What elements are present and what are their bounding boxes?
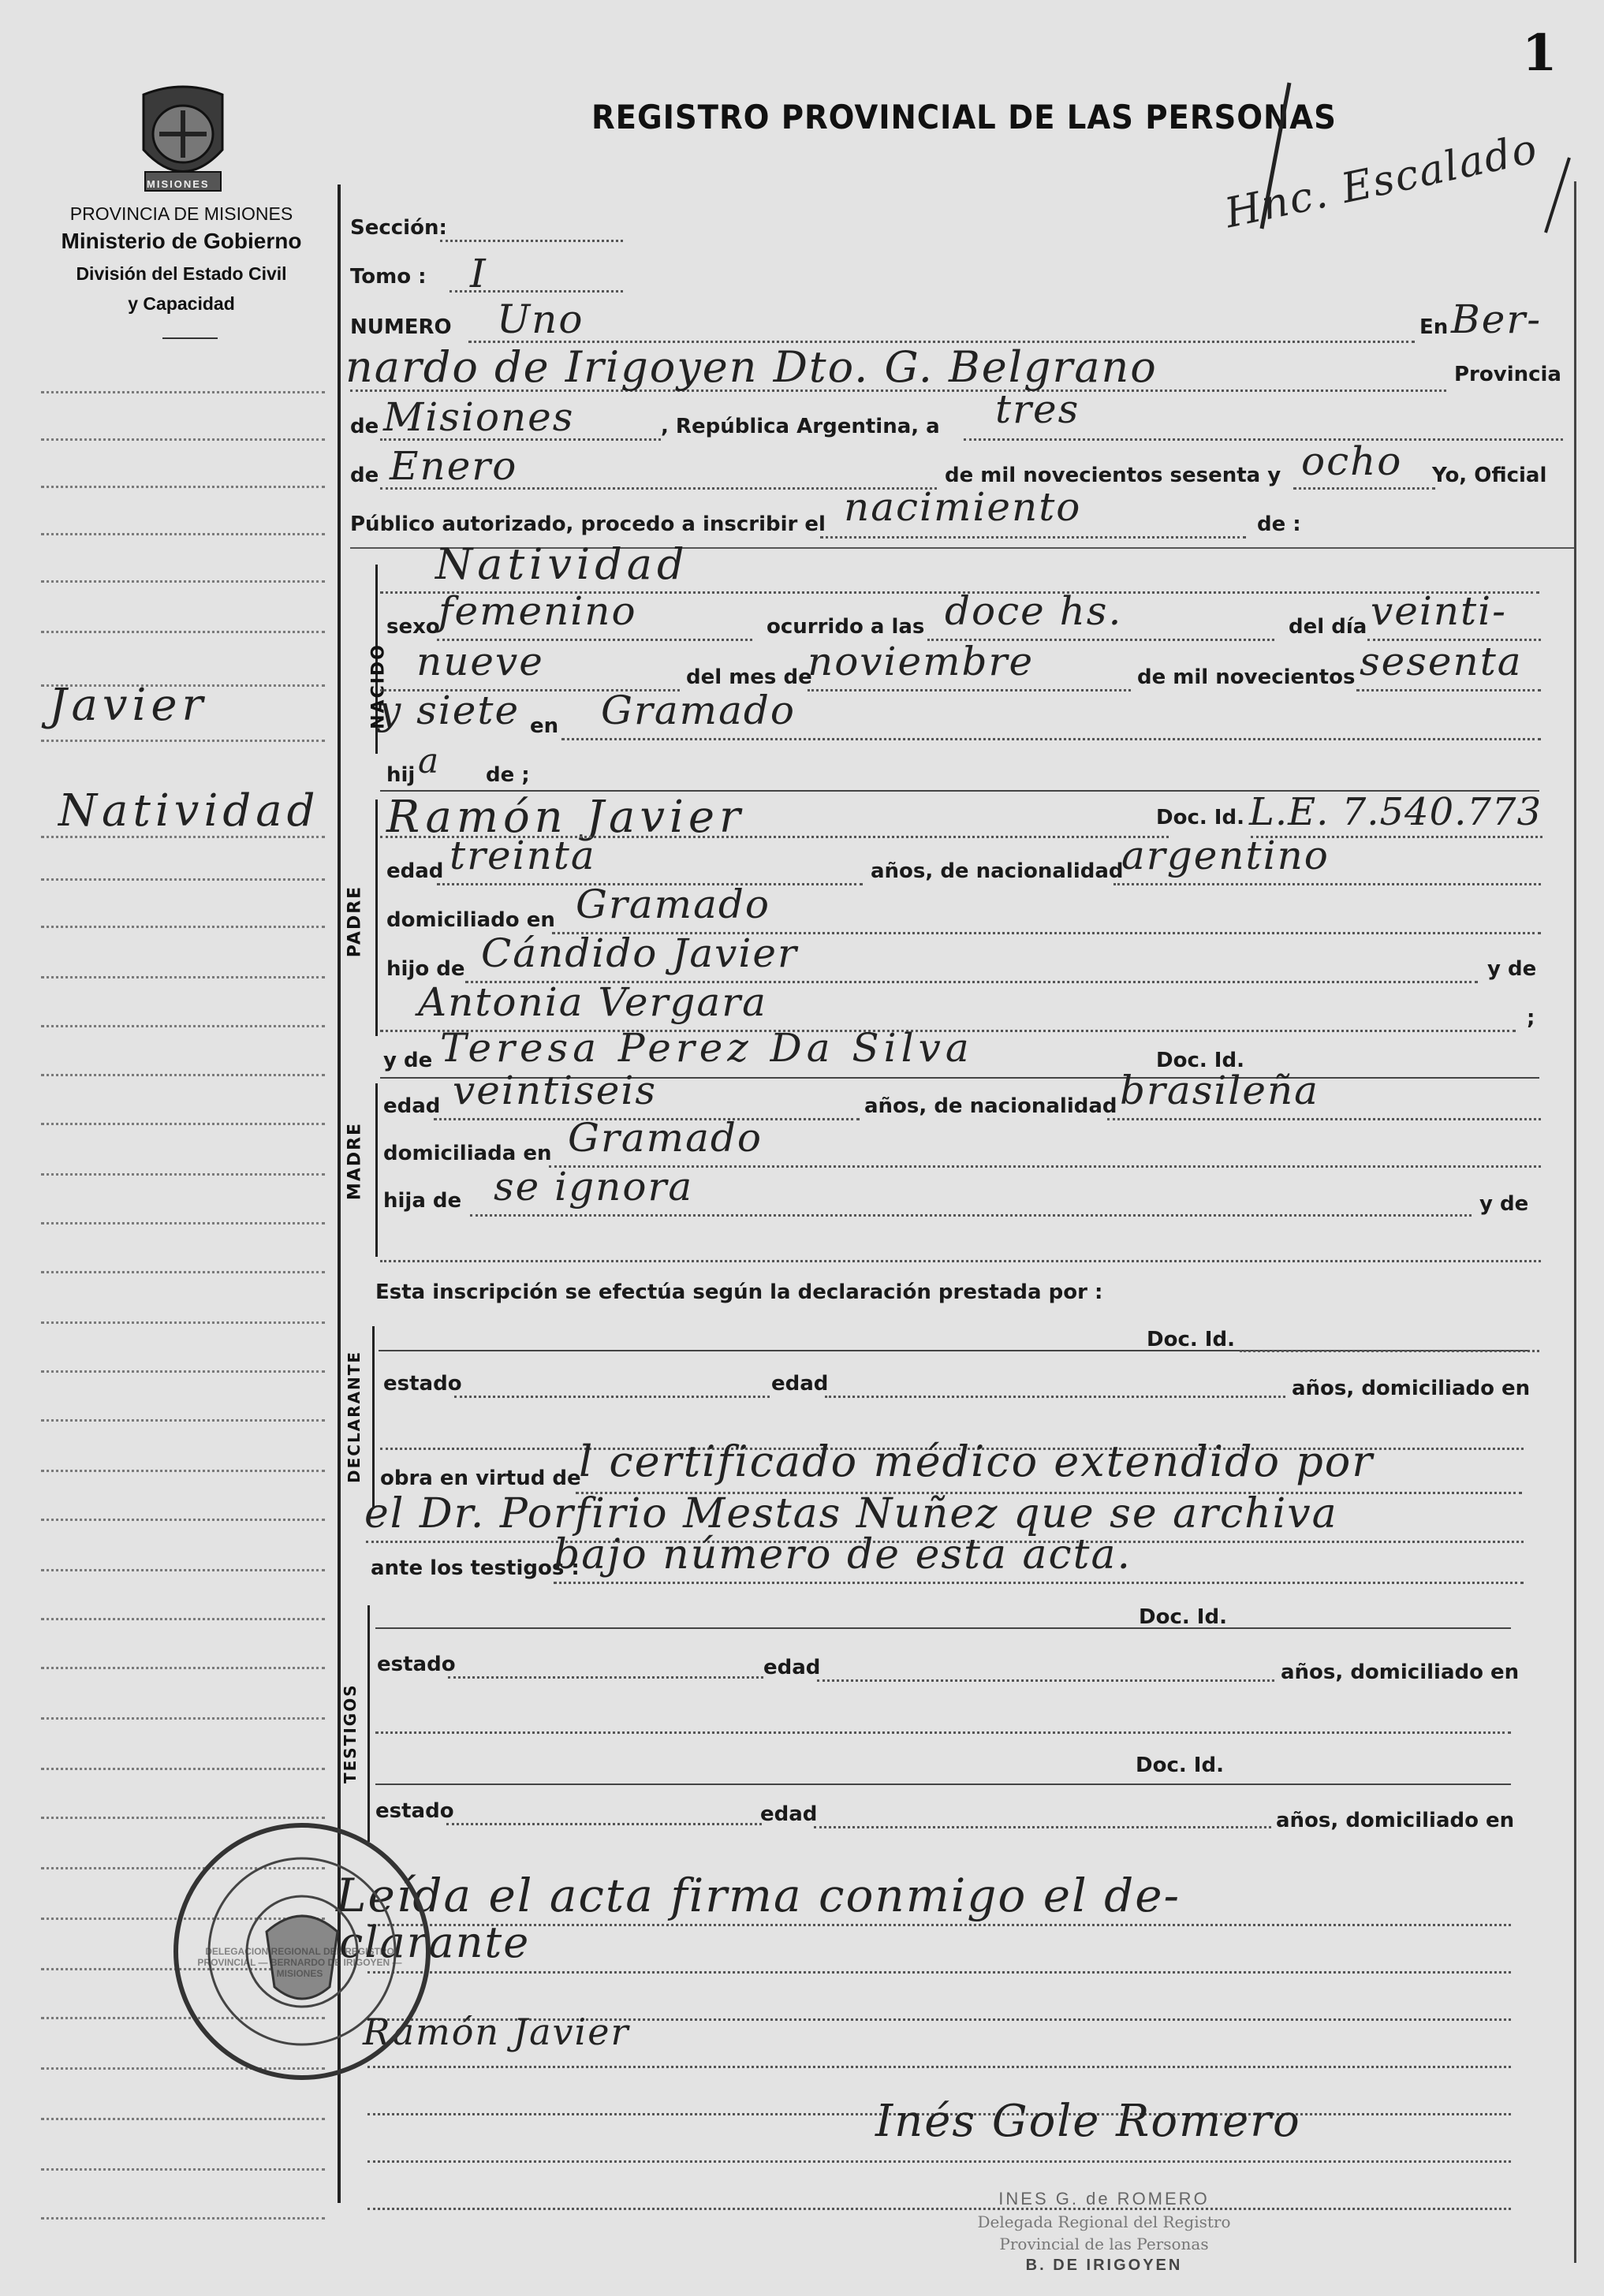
testigo1-estado-label: estado	[377, 1653, 456, 1676]
mes-value: Enero	[390, 443, 518, 489]
testigo1-edad-line	[817, 1679, 1274, 1682]
padre-edad-label: edad	[386, 859, 444, 883]
margin-given-name: Natividad	[58, 785, 320, 837]
publico-label: Público autorizado, procedo a inscribir el	[350, 512, 826, 536]
declarante-edad-label: edad	[771, 1372, 829, 1396]
ocurrido-label: ocurrido a las	[767, 615, 925, 639]
numero-label: NUMERO	[350, 315, 452, 339]
del-mes-label: del mes de	[686, 665, 812, 689]
nombre-value: Natividad	[435, 539, 689, 589]
testigo2-edad-line	[814, 1826, 1271, 1828]
margin-line	[41, 533, 325, 535]
testigo2-rule	[375, 1784, 1511, 1785]
anio-nac-line	[1356, 689, 1541, 691]
document-title: REGISTRO PROVINCIAL DE LAS PERSONAS	[591, 98, 1337, 136]
page-number: 1	[1522, 24, 1557, 83]
margin-line	[41, 1618, 325, 1620]
de-mil-label: de mil novecientos sesenta y	[945, 464, 1281, 487]
anio-nac-value-2: y siete	[379, 688, 520, 733]
dia-line	[964, 438, 1563, 441]
declarante-signature: Ramón Javier	[363, 2011, 630, 2053]
lugar-value-1: Ber-	[1451, 296, 1542, 342]
declarante-label: DECLARANTE	[345, 1350, 364, 1483]
official-signature: Inés Gole Romero	[875, 2096, 1301, 2147]
declarante-bracket	[372, 1326, 375, 1508]
madre-bracket	[375, 1083, 378, 1257]
margin-line	[41, 2168, 325, 2171]
madre-label: MADRE	[345, 1121, 365, 1201]
tomo-label: Tomo :	[350, 265, 427, 289]
seccion-label: Sección:	[350, 216, 447, 240]
yo-oficial-label: Yo, Oficial	[1432, 464, 1547, 487]
republica-label: , República Argentina, a	[661, 415, 940, 438]
declarante-estado-line	[454, 1396, 770, 1398]
padre-nombre-value: Ramón Javier	[386, 792, 745, 843]
madre-y-de-label-2: y de	[1479, 1192, 1529, 1216]
obra-label: obra en virtud de	[380, 1467, 581, 1490]
declarante-anos-label: años, domiciliado en	[1292, 1377, 1531, 1400]
padre-nac-label: años, de nacionalidad	[871, 859, 1124, 883]
margin-line	[41, 438, 325, 441]
madre-nac-label: años, de nacionalidad	[864, 1094, 1117, 1118]
padre-edad-value: treinta	[449, 833, 596, 878]
footer-stamp-line-2: Delegada Regional del Registro	[977, 2212, 1231, 2231]
footer-stamp-line-3: Provincial de las Personas	[999, 2234, 1209, 2253]
margin-line	[41, 926, 325, 928]
testigo2-doc-label: Doc. Id.	[1136, 1754, 1224, 1777]
testigo1-anos-label: años, domiciliado en	[1281, 1660, 1520, 1684]
en-lugar-label: en	[530, 714, 559, 738]
margin-line	[41, 2217, 325, 2220]
padre-y-de-label: y de	[1487, 957, 1537, 981]
testigo1-rule	[375, 1627, 1511, 1629]
madre-padres-value: se ignora	[494, 1164, 694, 1210]
margin-line	[41, 1667, 325, 1669]
obra-value-2: el Dr. Porfirio Mestas Nuñez que se archiva	[364, 1490, 1338, 1538]
margin-line	[41, 740, 325, 742]
header-annotation-stroke	[1230, 71, 1593, 260]
testigos-label: TESTIGOS	[341, 1683, 360, 1784]
lugar-value-2: nardo de Irigoyen Dto. G. Belgrano	[345, 342, 1158, 392]
header-annotation: Hnc. Escalado	[1221, 125, 1542, 238]
dia-nac-value-1: veinti-	[1371, 588, 1508, 634]
padre-nac-value: argentino	[1121, 833, 1330, 878]
office-divider	[162, 337, 218, 339]
anio-line	[1293, 487, 1435, 490]
ante-testigos-label: ante los testigos :	[371, 1556, 580, 1580]
madre-edad-label: edad	[383, 1094, 441, 1118]
provincia-value: Misiones	[383, 394, 575, 440]
margin-line	[41, 580, 325, 583]
margin-line	[41, 486, 325, 488]
de-label-2: de	[350, 464, 379, 487]
office-line-1: PROVINCIA DE MISIONES	[69, 203, 293, 224]
padre-doc-label: Doc. Id.	[1156, 806, 1244, 829]
margin-surname: Javier	[49, 680, 208, 731]
margin-line	[41, 976, 325, 978]
seccion-line	[440, 240, 623, 242]
obra-value-3: bajo número de esta acta.	[554, 1531, 1132, 1578]
sexo-label: sexo	[386, 615, 440, 639]
margin-line	[41, 1025, 325, 1027]
del-dia-label: del día	[1289, 615, 1367, 639]
office-line-4: y Capacidad	[128, 293, 235, 314]
madre-doc-label: Doc. Id.	[1156, 1049, 1244, 1072]
margin-line	[41, 1222, 325, 1224]
padre-padre-value: Cándido Javier	[481, 930, 798, 976]
margin-line	[41, 1419, 325, 1422]
seal-caption: MISIONES	[147, 178, 210, 190]
acto-value: nacimiento	[844, 484, 1082, 530]
office-line-2: Ministerio de Gobierno	[61, 229, 302, 253]
testigos-bracket	[367, 1605, 370, 1842]
margin-line	[41, 1519, 325, 1521]
padre-doc-value: L.E. 7.540.773	[1249, 790, 1542, 834]
hijo-label: hij	[386, 763, 416, 787]
dia-value: tres	[995, 386, 1080, 432]
dia-nac-value-2: nueve	[416, 639, 544, 684]
margin-line	[41, 1074, 325, 1076]
padre-bracket	[375, 800, 378, 1036]
margin-line	[41, 2118, 325, 2120]
cierre-value-1: Leída el acta firma conmigo el de-	[336, 1869, 1181, 1922]
en-label: En	[1419, 315, 1449, 339]
obra-value-1: l certificado médico extendido por	[579, 1437, 1375, 1486]
testigo2-estado-line	[446, 1823, 762, 1825]
hijo-de-label: de ;	[486, 763, 530, 787]
margin-line	[41, 1569, 325, 1571]
acto-line	[820, 536, 1246, 539]
declarante-estado-label: estado	[383, 1372, 462, 1396]
nacido-label: NACIDO	[368, 643, 389, 729]
padre-domicilio-label: domiciliado en	[386, 908, 555, 932]
declarante-edad-line	[825, 1396, 1285, 1398]
madre-nombre-value: Teresa Perez Da Silva	[440, 1025, 974, 1071]
madre-domicilio-value: Gramado	[568, 1115, 763, 1161]
madre-y-de-label: y de	[383, 1049, 433, 1072]
testigo2-edad-label: edad	[760, 1802, 818, 1826]
testigo1-dom-line	[375, 1731, 1511, 1734]
cierre-line-2	[367, 1971, 1511, 1974]
margin-line	[41, 1768, 325, 1770]
margin-line	[41, 1321, 325, 1324]
footer-stamp-line-4: B. DE IRIGOYEN	[1025, 2257, 1183, 2274]
sexo-value: femenino	[438, 588, 637, 634]
declaracion-label: Esta inscripción se efectúa según la declaración prestada por :	[375, 1280, 1103, 1304]
obra-line-3	[554, 1582, 1524, 1584]
madre-hija-de-label: hija de	[383, 1189, 462, 1213]
provincia-label: Provincia	[1454, 363, 1561, 386]
margin-line	[41, 1717, 325, 1720]
declarante-doc-label: Doc. Id.	[1147, 1328, 1235, 1351]
madre-edad-value: veintiseis	[453, 1068, 658, 1113]
margin-line	[41, 1123, 325, 1125]
margin-line	[41, 1470, 325, 1472]
anio-nac-value-1: sesenta	[1360, 639, 1523, 684]
margin-line	[41, 631, 325, 633]
margin-line	[41, 391, 325, 393]
testigo1-estado-line	[448, 1676, 763, 1679]
madre-domicilio-line	[549, 1165, 1541, 1168]
numero-value: Uno	[497, 296, 584, 342]
padre-semicolon: ;	[1527, 1006, 1535, 1030]
madre-nac-value: brasileña	[1120, 1068, 1319, 1113]
cierre-value-2: clarante	[339, 1918, 531, 1967]
madre-nac-line	[1107, 1118, 1541, 1120]
blank-line	[367, 2066, 1511, 2068]
madre-extra-line	[380, 1260, 1541, 1262]
lugar-nac-line	[561, 738, 1541, 740]
round-seal-text: DELEGACION REGIONAL DEL REGISTRO PROVINCIAL — BERNARDO DE IRIGOYEN — MISIONES	[197, 1946, 402, 1979]
madre-domicilio-label: domiciliada en	[383, 1142, 552, 1165]
hora-value: doce hs.	[945, 588, 1123, 634]
lugar-nac-value: Gramado	[601, 688, 796, 733]
anio-value: ocho	[1301, 438, 1403, 484]
padre-label: PADRE	[345, 885, 365, 958]
de-colon-label: de :	[1257, 512, 1301, 536]
declarante-doc-line	[1240, 1350, 1539, 1352]
hijo-suffix: a	[418, 741, 441, 781]
margin-line	[41, 878, 325, 881]
tomo-value: I	[470, 251, 487, 296]
margin-line	[41, 1370, 325, 1373]
de-label-1: de	[350, 415, 379, 438]
testigo1-edad-label: edad	[763, 1656, 821, 1679]
footer-stamp-line-1: INES G. de ROMERO	[998, 2189, 1210, 2208]
blank-line	[367, 2160, 1511, 2163]
right-margin-rule	[1574, 181, 1576, 2263]
padre-domicilio-value: Gramado	[576, 882, 770, 927]
mes-nac-value: noviembre	[808, 639, 1035, 684]
margin-line	[41, 1173, 325, 1176]
padre-nac-line	[1113, 883, 1541, 885]
testigo2-anos-label: años, domiciliado en	[1276, 1809, 1515, 1832]
padre-madre-value: Antonia Vergara	[418, 979, 767, 1025]
de-mil-nov-label: de mil novecientos	[1137, 665, 1356, 689]
padre-hijo-de-label: hijo de	[386, 957, 465, 981]
testigo1-doc-label: Doc. Id.	[1139, 1605, 1227, 1629]
cierre-line-1	[367, 1924, 1511, 1926]
testigo2-estado-label: estado	[375, 1799, 454, 1823]
margin-line	[41, 1271, 325, 1273]
madre-padres-line	[470, 1214, 1472, 1217]
office-line-3: División del Estado Civil	[76, 263, 287, 284]
mes-nac-line	[808, 689, 1131, 691]
